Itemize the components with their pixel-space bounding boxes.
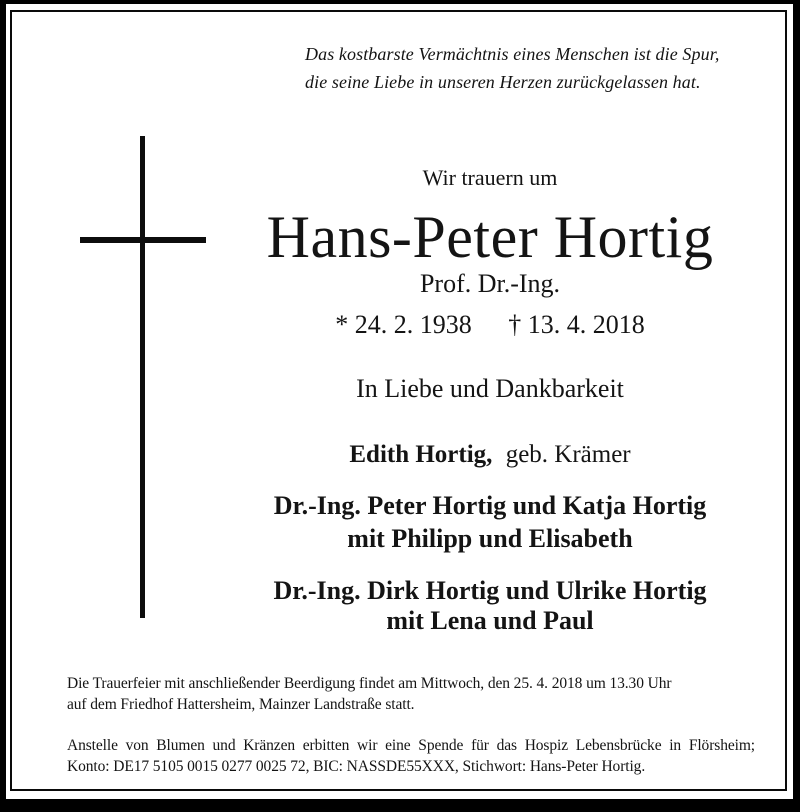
death-date: † 13. 4. 2018 — [508, 310, 645, 339]
spouse-suffix: geb. Krämer — [505, 441, 631, 468]
life-dates — [210, 310, 770, 340]
epigraph — [305, 40, 719, 96]
epigraph-line-1: Das kostbarste Vermächtnis eines Menschen ist die Spur, — [305, 44, 720, 64]
family2-line-1: Dr.-Ing. Dirk Hortig und Ulrike Hortig — [273, 576, 707, 605]
funeral-info-line-1: Die Trauerfeier mit anschließender Beerdigung findet am Mittwoch, den 25. 4. 2018 um 13.30 Uhr — [67, 675, 672, 692]
cross-horizontal-bar — [80, 237, 206, 243]
spouse-name: Edith Hortig, — [349, 441, 493, 468]
birth-date: * 24. 2. 1938 — [335, 310, 472, 339]
spouse-line — [210, 441, 770, 470]
academic-title: Prof. Dr.-Ing. — [419, 269, 561, 298]
family1-line-1: Dr.-Ing. Peter Hortig und Katja Hortig — [273, 491, 707, 520]
deceased-name: Hans-Peter Hortig — [266, 204, 714, 270]
cross-vertical-bar — [140, 136, 145, 618]
family2-line-2: mit Lena und Paul — [386, 606, 594, 635]
family1-line-2: mit Philipp und Elisabeth — [347, 524, 633, 553]
epigraph-line-2: die seine Liebe in unseren Herzen zurückgelassen hat. — [305, 72, 701, 92]
donation-info-line-1: Anstelle von Blumen und Kränzen erbitten wir eine Spende für das Hospiz Lebensbrücke in Flörsheim; — [67, 737, 755, 754]
farewell-line: In Liebe und Dankbarkeit — [356, 374, 624, 403]
donation-info-line-2: Konto: DE17 5105 0015 0277 0025 72, BIC: NASSDE55XXX, Stichwort: Hans-Peter Hortig. — [67, 758, 646, 775]
funeral-info-line-2: auf dem Friedhof Hattersheim, Mainzer Landstraße statt. — [67, 696, 415, 713]
intro-line: Wir trauern um — [422, 165, 558, 190]
